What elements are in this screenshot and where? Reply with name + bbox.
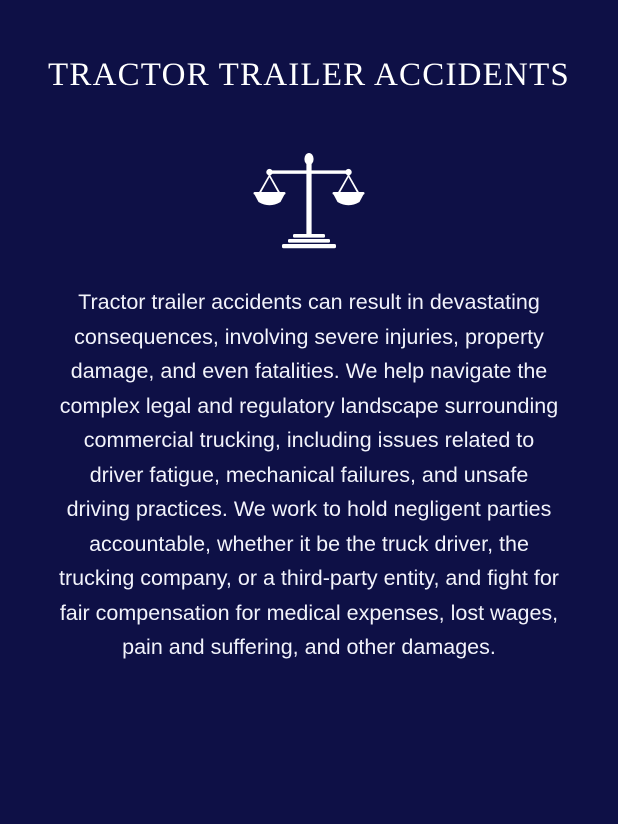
scales-of-justice-icon — [249, 149, 369, 254]
page-title: TRACTOR TRAILER ACCIDENTS — [48, 57, 570, 93]
body-paragraph: Tractor trailer accidents can result in devastating consequences, involving severe injuries, property damage, and even fatalities. We help navigate the complex legal and regulatory landscape surrounding commercial trucking, including issues related to driver fatigue, mechanical failures, and unsafe driving practices. We work to hold negligent parties accountable, whether it be the truck driver, the trucking company, or a third-party entity, and fight for fair compensation for medical expenses, lost wages, pain and suffering, and other damages. — [59, 290, 559, 660]
